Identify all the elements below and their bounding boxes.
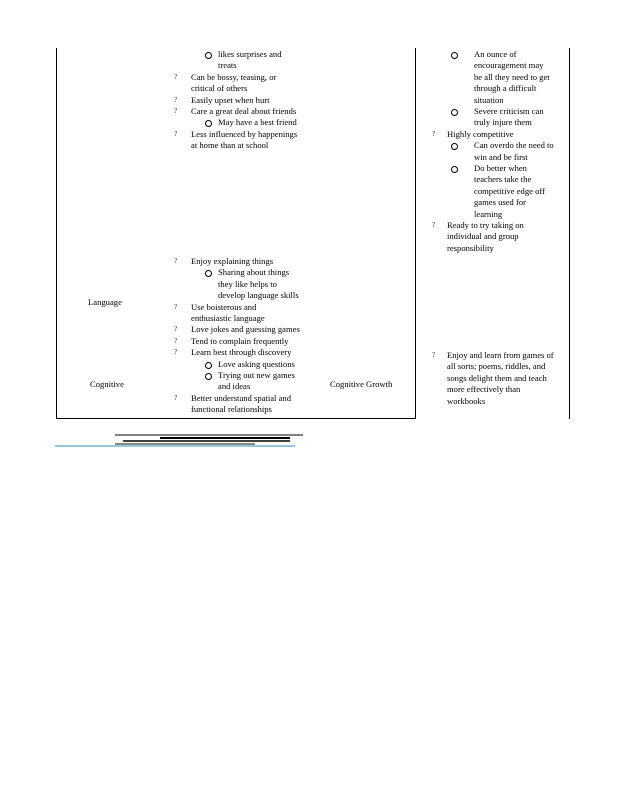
sub-item-text: games used for bbox=[474, 197, 527, 208]
circle-bullet-icon bbox=[451, 109, 458, 116]
bullet-glyph: ? bbox=[174, 336, 178, 345]
bullet-glyph: ? bbox=[174, 325, 178, 334]
sub-item-text: learning bbox=[474, 208, 503, 219]
bullet-item-text: Use boisterous and bbox=[191, 301, 257, 312]
sub-item-text: May have a best friend bbox=[218, 117, 297, 128]
sub-item-text: likes surprises and bbox=[218, 49, 282, 59]
bullet-glyph: ? bbox=[432, 351, 436, 359]
bullet-item-text: songs delight them and teach bbox=[447, 372, 547, 383]
sub-item-text: Severe criticism can bbox=[474, 106, 544, 116]
circle-bullet-icon bbox=[205, 373, 212, 380]
sub-item-text: Can overdo the need to bbox=[474, 140, 554, 151]
bullet-item-text: Highly competitive bbox=[447, 128, 514, 139]
bullet-item-text: functional relationships bbox=[191, 404, 272, 415]
bullet-item-text: Ready to try taking on bbox=[447, 220, 524, 230]
bullet-item-text: Less influenced by happenings bbox=[191, 128, 298, 139]
cognitive-row-label: Cognitive bbox=[90, 379, 124, 389]
right-cognitive-items bbox=[430, 350, 568, 420]
bullet-glyph: ? bbox=[174, 107, 178, 115]
sub-item-text: win and be first bbox=[474, 151, 528, 162]
circle-bullet-icon bbox=[205, 120, 212, 127]
circle-bullet-icon bbox=[451, 52, 458, 59]
bullet-item-text: Enjoy and learn from games of bbox=[447, 350, 554, 360]
bullet-item-text: critical of others bbox=[191, 83, 248, 94]
sub-item-text: Love asking questions bbox=[218, 358, 295, 369]
sub-item-text: develop language skills bbox=[218, 290, 299, 301]
sub-item-text: Sharing about things bbox=[218, 267, 290, 278]
left-language-items bbox=[172, 256, 412, 421]
sub-item-text: be all they need to get bbox=[474, 71, 550, 82]
sub-item-text: through a difficult bbox=[474, 83, 537, 94]
sub-item-text: and ideas bbox=[218, 381, 251, 392]
bullet-item-text: Tend to complain frequently bbox=[191, 335, 289, 346]
bullet-glyph: ? bbox=[174, 129, 178, 138]
sub-item-text: truly injure them bbox=[474, 117, 532, 128]
left-table-left-border bbox=[56, 48, 57, 419]
sub-item-text: they like helps to bbox=[218, 278, 277, 289]
bullet-item-text: Enjoy explaining things bbox=[191, 256, 274, 266]
circle-bullet-icon bbox=[205, 52, 212, 59]
bullet-glyph: ? bbox=[174, 393, 178, 402]
sub-item-text: Trying out new games bbox=[218, 370, 295, 380]
bullet-glyph: ? bbox=[432, 221, 436, 229]
bullet-glyph: ? bbox=[432, 129, 436, 138]
bullet-item-text: more effectively than bbox=[447, 384, 521, 395]
right-table-right-border bbox=[569, 48, 570, 419]
bullet-item-text: individual and group bbox=[447, 231, 519, 242]
sub-item-text: competitive edge off bbox=[474, 185, 545, 196]
bullet-item-text: Can be bossy, teasing, or bbox=[191, 71, 277, 82]
bullet-glyph: ? bbox=[174, 302, 178, 311]
bullet-glyph: ? bbox=[174, 72, 178, 81]
bullet-item-text: responsibility bbox=[447, 242, 494, 253]
bullet-item-text: Learn best through discovery bbox=[191, 347, 292, 358]
sub-item-text: teachers take the bbox=[474, 174, 532, 185]
sub-item-text: situation bbox=[474, 94, 504, 105]
circle-bullet-icon bbox=[205, 270, 212, 277]
bullet-glyph: ? bbox=[174, 348, 178, 357]
sub-item-text: encouragement may bbox=[474, 60, 544, 71]
bullet-item-text: Better understand spatial and bbox=[191, 392, 291, 403]
bullet-glyph: ? bbox=[174, 95, 178, 104]
right-top-items bbox=[430, 49, 568, 259]
language-row-label: Language bbox=[88, 297, 122, 307]
bullet-item-text: workbooks bbox=[447, 395, 486, 406]
bullet-item-text: Care a great deal about friends bbox=[191, 106, 297, 116]
bullet-item-text: all sorts; poems, riddles, and bbox=[447, 361, 546, 372]
footer-decoration bbox=[55, 432, 315, 452]
left-table-right-border bbox=[415, 48, 416, 419]
bullet-item-text: enthusiastic language bbox=[191, 313, 265, 323]
bullet-item-text: Easily upset when hurt bbox=[191, 94, 270, 105]
circle-bullet-icon bbox=[451, 166, 458, 173]
sub-item-text: An ounce of bbox=[474, 49, 517, 59]
cognitive-growth-label: Cognitive Growth bbox=[330, 379, 393, 389]
circle-bullet-icon bbox=[205, 362, 212, 369]
sub-item-text: Do better when bbox=[474, 163, 527, 173]
sub-item-text: treats bbox=[218, 60, 237, 71]
bullet-item-text: at home than at school bbox=[191, 140, 269, 151]
bullet-item-text: Love jokes and guessing games bbox=[191, 324, 300, 335]
circle-bullet-icon bbox=[451, 143, 458, 150]
left-top-items bbox=[172, 49, 412, 159]
bullet-glyph: ? bbox=[174, 257, 178, 265]
